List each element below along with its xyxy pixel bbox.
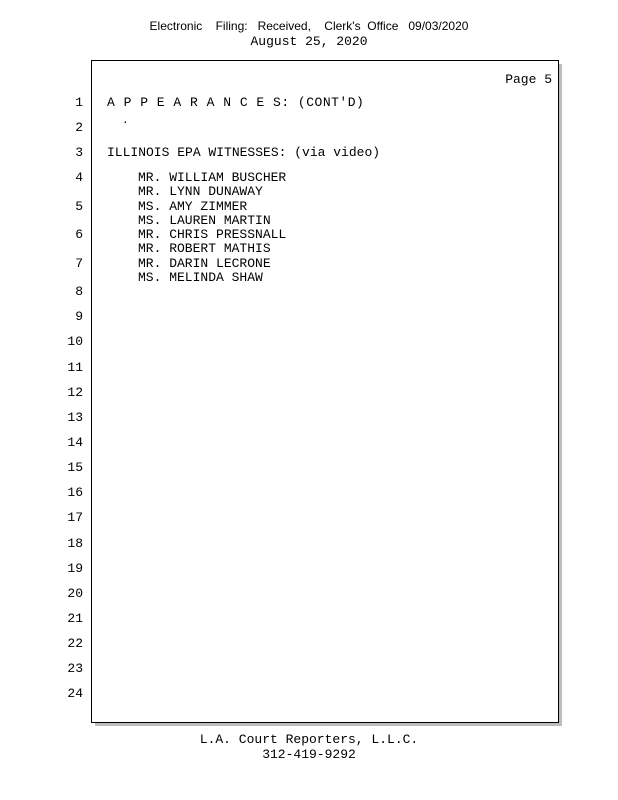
stray-mark: . [122, 115, 129, 127]
line-number: 12 [67, 385, 83, 400]
line-number: 8 [75, 284, 83, 299]
line-number: 20 [67, 586, 83, 601]
witness-name: MR. DARIN LECRONE [138, 256, 271, 271]
hearing-date: August 25, 2020 [250, 34, 368, 49]
witness-name: MR. ROBERT MATHIS [138, 241, 271, 256]
line-number: 16 [67, 485, 83, 500]
witness-name: MS. MELINDA SHAW [138, 270, 263, 285]
line-number: 18 [67, 536, 83, 551]
line-number: 21 [67, 611, 83, 626]
line-number: 2 [75, 120, 83, 135]
line-number: 10 [67, 334, 83, 349]
witness-name: MR. LYNN DUNAWAY [138, 184, 263, 199]
witnesses-heading: ILLINOIS EPA WITNESSES: (via video) [107, 145, 381, 160]
line-number: 4 [75, 170, 83, 185]
witness-name: MR. WILLIAM BUSCHER [138, 170, 287, 185]
page-number: Page 5 [505, 72, 552, 87]
line-number: 15 [67, 460, 83, 475]
line-number: 11 [67, 360, 83, 375]
footer-phone: 312-419-9292 [262, 747, 356, 762]
filing-stamp: Electronic Filing: Received, Clerk's Office 09/03/2020 [149, 19, 469, 33]
line-number: 22 [67, 636, 83, 651]
footer-company: L.A. Court Reporters, L.L.C. [199, 732, 419, 747]
line-number: 1 [75, 95, 83, 110]
witness-name: MR. CHRIS PRESSNALL [138, 227, 287, 242]
line-number-column [0, 0, 86, 800]
line-number: 19 [67, 561, 83, 576]
witness-name: MS. LAUREN MARTIN [138, 213, 271, 228]
line-number: 14 [67, 435, 83, 450]
line-number: 9 [75, 309, 83, 324]
witness-name: MS. AMY ZIMMER [138, 199, 248, 214]
line-number: 23 [67, 661, 83, 676]
line-number: 13 [67, 410, 83, 425]
appearances-heading: A P P E A R A N C E S: (CONT'D) [107, 95, 365, 110]
line-number: 5 [75, 199, 83, 214]
line-number: 3 [75, 145, 83, 160]
line-number: 7 [75, 256, 83, 271]
line-number: 6 [75, 227, 83, 242]
line-number: 17 [67, 510, 83, 525]
line-number: 24 [67, 686, 83, 701]
